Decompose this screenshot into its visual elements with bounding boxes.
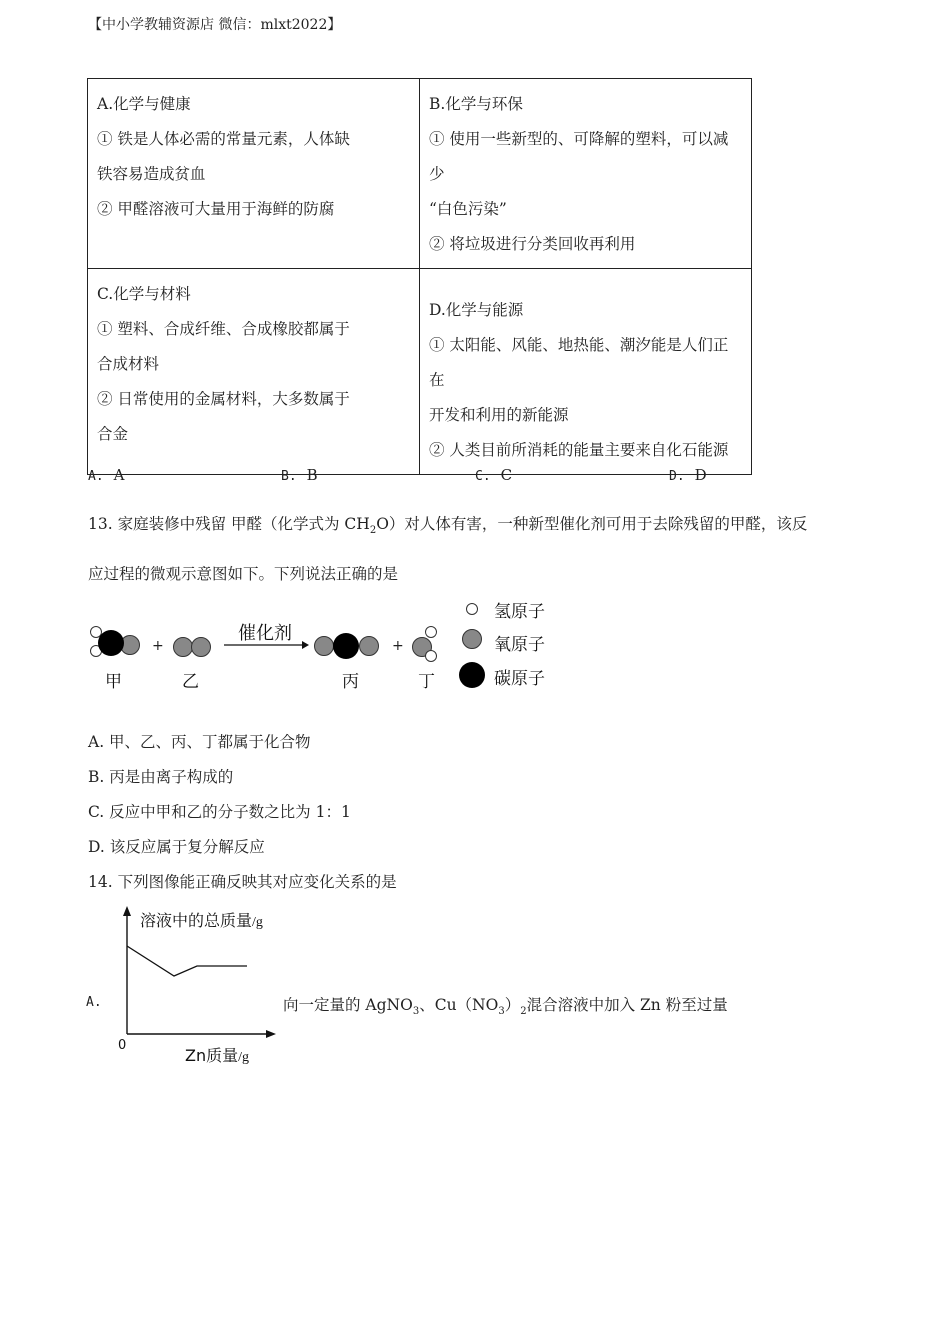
cell-line: ① 铁是人体必需的常量元素，人体缺	[97, 130, 350, 148]
label-ding: 丁	[418, 672, 435, 692]
legend-hydrogen-icon	[466, 603, 478, 615]
cell-line: ① 太阳能、风能、地热能、潮汐能是人们正在	[429, 336, 729, 389]
page-header: 【中小学教辅资源店 微信：mlxt2022】	[88, 17, 342, 33]
option-a[interactable]: A. A	[88, 466, 125, 484]
legend-carbon: 碳原子	[494, 669, 545, 689]
q14-stem: 14. 下列图像能正确反映其对应变化关系的是	[88, 873, 397, 891]
q13-option-c[interactable]: C. 反应中甲和乙的分子数之比为 1：1	[88, 803, 351, 821]
cell-title: A.化学与健康	[97, 95, 191, 113]
reaction-diagram	[0, 595, 600, 695]
q13-stem-line2: 应过程的微观示意图如下。下列说法正确的是	[88, 565, 399, 583]
cell-line: ② 甲醛溶液可大量用于海鲜的防腐	[97, 200, 335, 218]
cell-line: 合金	[97, 425, 129, 443]
q13-option-d[interactable]: D. 该反应属于复分解反应	[88, 838, 265, 856]
label-bing: 丙	[342, 672, 359, 692]
q13-option-a[interactable]: A. 甲、乙、丙、丁都属于化合物	[88, 733, 311, 751]
cell-line: 合成材料	[97, 355, 160, 373]
cell-line: “白色污染”	[429, 200, 507, 218]
cell-line: ① 塑料、合成纤维、合成橡胶都属于	[97, 320, 350, 338]
hydrogen-atom	[425, 626, 437, 638]
option-c[interactable]: C. C	[475, 466, 513, 484]
cell-line: 铁容易造成贫血	[97, 165, 206, 183]
table-cell-b	[420, 79, 752, 269]
option-b[interactable]: B. B	[281, 466, 318, 484]
carbon-atom	[98, 630, 124, 656]
legend-hydrogen: 氢原子	[494, 602, 545, 622]
label-yi: 乙	[182, 672, 199, 692]
oxygen-atom	[173, 637, 193, 657]
carbon-atom	[333, 633, 359, 659]
table-cell-c	[88, 269, 420, 475]
mass-curve	[127, 946, 247, 976]
y-axis-arrow-icon	[123, 906, 131, 916]
q14-option-a-letter[interactable]: A.	[86, 995, 102, 1010]
label-jia: 甲	[105, 672, 122, 692]
x-axis-label: Zn质量/g	[185, 1046, 249, 1065]
q13-option-b[interactable]: B. 丙是由离子构成的	[88, 768, 234, 786]
q14-option-a-desc: 向一定量的 AgNO$_3$、$Cu(NO_3)_2$混合溶液中加入 Zn 粉至过量	[283, 996, 728, 1018]
option-d[interactable]: D. D	[669, 466, 707, 484]
origin-label: 0	[118, 1038, 127, 1053]
cell-line: ② 日常使用的金属材料，大多数属于	[97, 390, 350, 408]
knowledge-table	[87, 78, 752, 475]
legend-oxygen: 氧原子	[494, 635, 545, 655]
cell-line: 开发和利用的新能源	[429, 406, 569, 424]
oxygen-atom	[314, 636, 334, 656]
cell-title: B.化学与环保	[429, 95, 523, 113]
oxygen-atom	[359, 636, 379, 656]
cell-line: ② 将垃圾进行分类回收再利用	[429, 235, 636, 253]
plus-sign: +	[152, 638, 164, 654]
cell-line: ① 使用一些新型的、可降解的塑料，可以减少	[429, 130, 729, 183]
legend-oxygen-icon	[462, 629, 482, 649]
y-axis-label: 溶液中的总质量/g	[140, 911, 263, 930]
hydrogen-atom	[425, 650, 437, 662]
table-cell-a	[88, 79, 420, 269]
q13-stem: 13. 家庭装修中残留 甲醛（化学式为 $CH_2O$）对人体有害，一种新型催化剂可用于去除残留的甲醛，该反	[88, 515, 808, 537]
q14-graph	[110, 900, 290, 1070]
legend-carbon-icon	[459, 662, 485, 688]
cell-title: D.化学与能源	[429, 301, 524, 319]
cell-title: C.化学与材料	[97, 285, 191, 303]
plus-sign: +	[392, 638, 404, 654]
reaction-arrow-icon	[224, 639, 309, 651]
oxygen-atom	[191, 637, 211, 657]
x-axis-arrow-icon	[266, 1030, 276, 1038]
table-cell-d	[420, 269, 752, 475]
catalyst-label: 催化剂	[238, 623, 292, 644]
cell-line: ② 人类目前所消耗的能量主要来自化石能源	[429, 441, 729, 459]
